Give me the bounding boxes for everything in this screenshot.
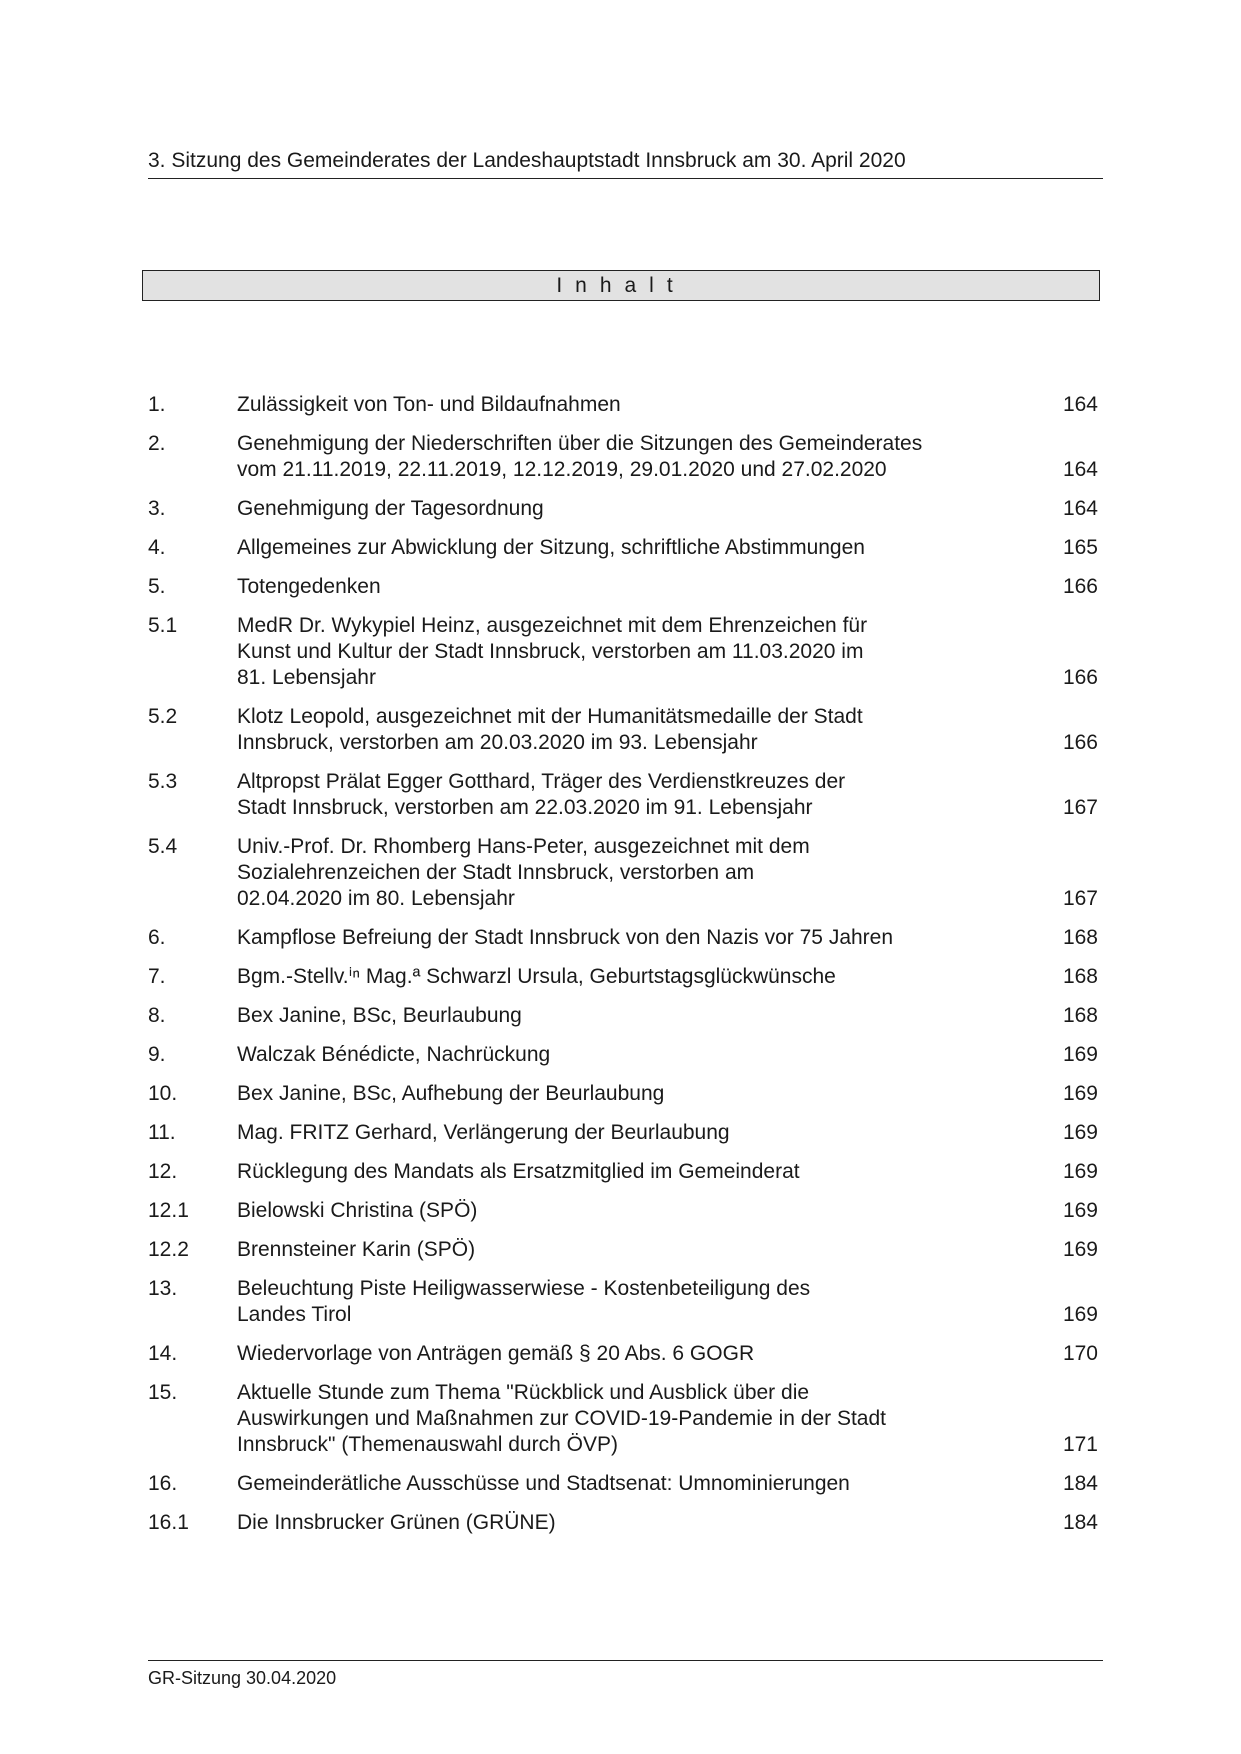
toc-page-number: 169 <box>1062 1082 1098 1105</box>
toc-title: Beleuchtung Piste Heiligwasserwiese - Kostenbeteiligung des Landes Tirol <box>237 1277 811 1326</box>
toc-entry[interactable] <box>148 613 1098 691</box>
toc-number: 15. <box>148 1381 178 1404</box>
toc-number: 14. <box>148 1342 178 1365</box>
toc-page-number: 167 <box>1062 796 1098 819</box>
toc-number: 5.3 <box>148 770 178 793</box>
toc-entry[interactable] <box>148 574 1098 600</box>
toc-title: Wiedervorlage von Anträgen gemäß § 20 Abs. 6 GOGR <box>237 1342 755 1365</box>
toc-number: 5.2 <box>148 705 178 728</box>
toc-title: Genehmigung der Niederschriften über die Sitzungen des Gemeinderates vom 21.11.2019, 22.11.2019, 12.12.2019, 29.01.2020 und 27.02.2020 <box>237 432 923 481</box>
toc-title: Die Innsbrucker Grünen (GRÜNE) <box>237 1511 556 1534</box>
toc-number: 9. <box>148 1043 166 1066</box>
toc-number: 13. <box>148 1277 178 1300</box>
toc-entry[interactable] <box>148 1471 1098 1497</box>
toc-page-number: 169 <box>1062 1043 1098 1066</box>
contents-heading: Inhalt <box>142 270 1100 301</box>
toc-entry[interactable] <box>148 925 1098 951</box>
toc-title: MedR Dr. Wykypiel Heinz, ausgezeichnet mit dem Ehrenzeichen für Kunst und Kultur der Stadt Innsbruck, verstorben am 11.03.2020 im 81. Lebensjahr <box>237 614 868 689</box>
toc-entry[interactable] <box>148 1276 1098 1328</box>
toc-title: Genehmigung der Tagesordnung <box>237 497 544 520</box>
table-of-contents <box>148 392 1098 1549</box>
toc-entry[interactable] <box>148 1198 1098 1224</box>
toc-page-number: 164 <box>1062 497 1098 520</box>
toc-page-number: 171 <box>1062 1433 1098 1456</box>
toc-page-number: 170 <box>1062 1342 1098 1365</box>
toc-title: Aktuelle Stunde zum Thema "Rückblick und Ausblick über die Auswirkungen und Maßnahmen zur COVID-19-Pandemie in der Stadt Innsbruck" (Themenauswahl durch ÖVP) <box>237 1381 886 1456</box>
toc-number: 1. <box>148 393 166 416</box>
toc-title: Totengedenken <box>237 575 381 598</box>
toc-title: Gemeinderätliche Ausschüsse und Stadtsenat: Umnominierungen <box>237 1472 850 1495</box>
toc-page-number: 169 <box>1062 1121 1098 1144</box>
toc-page-number: 169 <box>1062 1238 1098 1261</box>
toc-number: 5.1 <box>148 614 178 637</box>
toc-title: Klotz Leopold, ausgezeichnet mit der Humanitätsmedaille der Stadt Innsbruck, verstorben am 20.03.2020 im 93. Lebensjahr <box>237 705 863 754</box>
toc-number: 8. <box>148 1004 166 1027</box>
toc-page-number: 165 <box>1062 536 1098 559</box>
toc-number: 12.2 <box>148 1238 189 1261</box>
toc-number: 11. <box>148 1121 176 1144</box>
toc-number: 12.1 <box>148 1199 189 1222</box>
toc-page-number: 168 <box>1062 965 1098 988</box>
toc-page-number: 164 <box>1062 393 1098 416</box>
toc-page-number: 167 <box>1062 887 1098 910</box>
toc-number: 5.4 <box>148 835 178 858</box>
page-footer: GR-Sitzung 30.04.2020 <box>148 1660 1103 1689</box>
toc-number: 16. <box>148 1472 178 1495</box>
toc-entry[interactable] <box>148 1159 1098 1185</box>
toc-page-number: 169 <box>1062 1199 1098 1222</box>
toc-title: Bex Janine, BSc, Beurlaubung <box>237 1004 522 1027</box>
toc-page-number: 166 <box>1062 666 1098 689</box>
toc-title: Bgm.-Stellv.ⁱⁿ Mag.ª Schwarzl Ursula, Geburtstagsglückwünsche <box>237 965 836 988</box>
toc-entry[interactable] <box>148 1042 1098 1068</box>
toc-entry[interactable] <box>148 431 1098 483</box>
toc-number: 2. <box>148 432 166 455</box>
toc-number: 6. <box>148 926 166 949</box>
toc-page-number: 168 <box>1062 926 1098 949</box>
toc-title: Univ.-Prof. Dr. Rhomberg Hans-Peter, ausgezeichnet mit dem Sozialehrenzeichen der Stadt Innsbruck, verstorben am 02.04.2020 im 80. Lebensjahr <box>237 835 810 910</box>
toc-entry[interactable] <box>148 1341 1098 1367</box>
toc-number: 10. <box>148 1082 178 1105</box>
toc-number: 7. <box>148 965 166 988</box>
toc-title: Rücklegung des Mandats als Ersatzmitglied im Gemeinderat <box>237 1160 800 1183</box>
toc-page-number: 169 <box>1062 1303 1098 1326</box>
toc-page-number: 166 <box>1062 731 1098 754</box>
toc-title: Allgemeines zur Abwicklung der Sitzung, schriftliche Abstimmungen <box>237 536 865 559</box>
toc-title: Brennsteiner Karin (SPÖ) <box>237 1238 476 1261</box>
toc-entry[interactable] <box>148 1003 1098 1029</box>
toc-number: 3. <box>148 497 166 520</box>
toc-title: Altpropst Prälat Egger Gotthard, Träger des Verdienstkreuzes der Stadt Innsbruck, verstorben am 22.03.2020 im 91. Lebensjahr <box>237 770 846 819</box>
toc-entry[interactable] <box>148 392 1098 418</box>
toc-page-number: 169 <box>1062 1160 1098 1183</box>
toc-entry[interactable] <box>148 496 1098 522</box>
toc-entry[interactable] <box>148 1510 1098 1536</box>
toc-page-number: 168 <box>1062 1004 1098 1027</box>
toc-title: Mag. FRITZ Gerhard, Verlängerung der Beurlaubung <box>237 1121 730 1144</box>
toc-number: 4. <box>148 536 166 559</box>
toc-number: 5. <box>148 575 166 598</box>
toc-page-number: 166 <box>1062 575 1098 598</box>
toc-title: Walczak Bénédicte, Nachrückung <box>237 1043 551 1066</box>
toc-entry[interactable] <box>148 1120 1098 1146</box>
toc-title: Zulässigkeit von Ton- und Bildaufnahmen <box>237 393 621 416</box>
toc-entry[interactable] <box>148 535 1098 561</box>
toc-entry[interactable] <box>148 1380 1098 1458</box>
toc-number: 16.1 <box>148 1511 189 1534</box>
toc-title: Kampflose Befreiung der Stadt Innsbruck von den Nazis vor 75 Jahren <box>237 926 894 949</box>
toc-entry[interactable] <box>148 769 1098 821</box>
page-header: 3. Sitzung des Gemeinderates der Landeshauptstadt Innsbruck am 30. April 2020 <box>148 148 1103 179</box>
toc-entry[interactable] <box>148 1237 1098 1263</box>
toc-number: 12. <box>148 1160 178 1183</box>
toc-entry[interactable] <box>148 704 1098 756</box>
toc-page-number: 184 <box>1062 1472 1098 1495</box>
toc-title: Bex Janine, BSc, Aufhebung der Beurlaubung <box>237 1082 665 1105</box>
toc-entry[interactable] <box>148 834 1098 912</box>
toc-title: Bielowski Christina (SPÖ) <box>237 1199 478 1222</box>
toc-entry[interactable] <box>148 1081 1098 1107</box>
toc-page-number: 184 <box>1062 1511 1098 1534</box>
toc-page-number: 164 <box>1062 458 1098 481</box>
toc-entry[interactable] <box>148 964 1098 990</box>
